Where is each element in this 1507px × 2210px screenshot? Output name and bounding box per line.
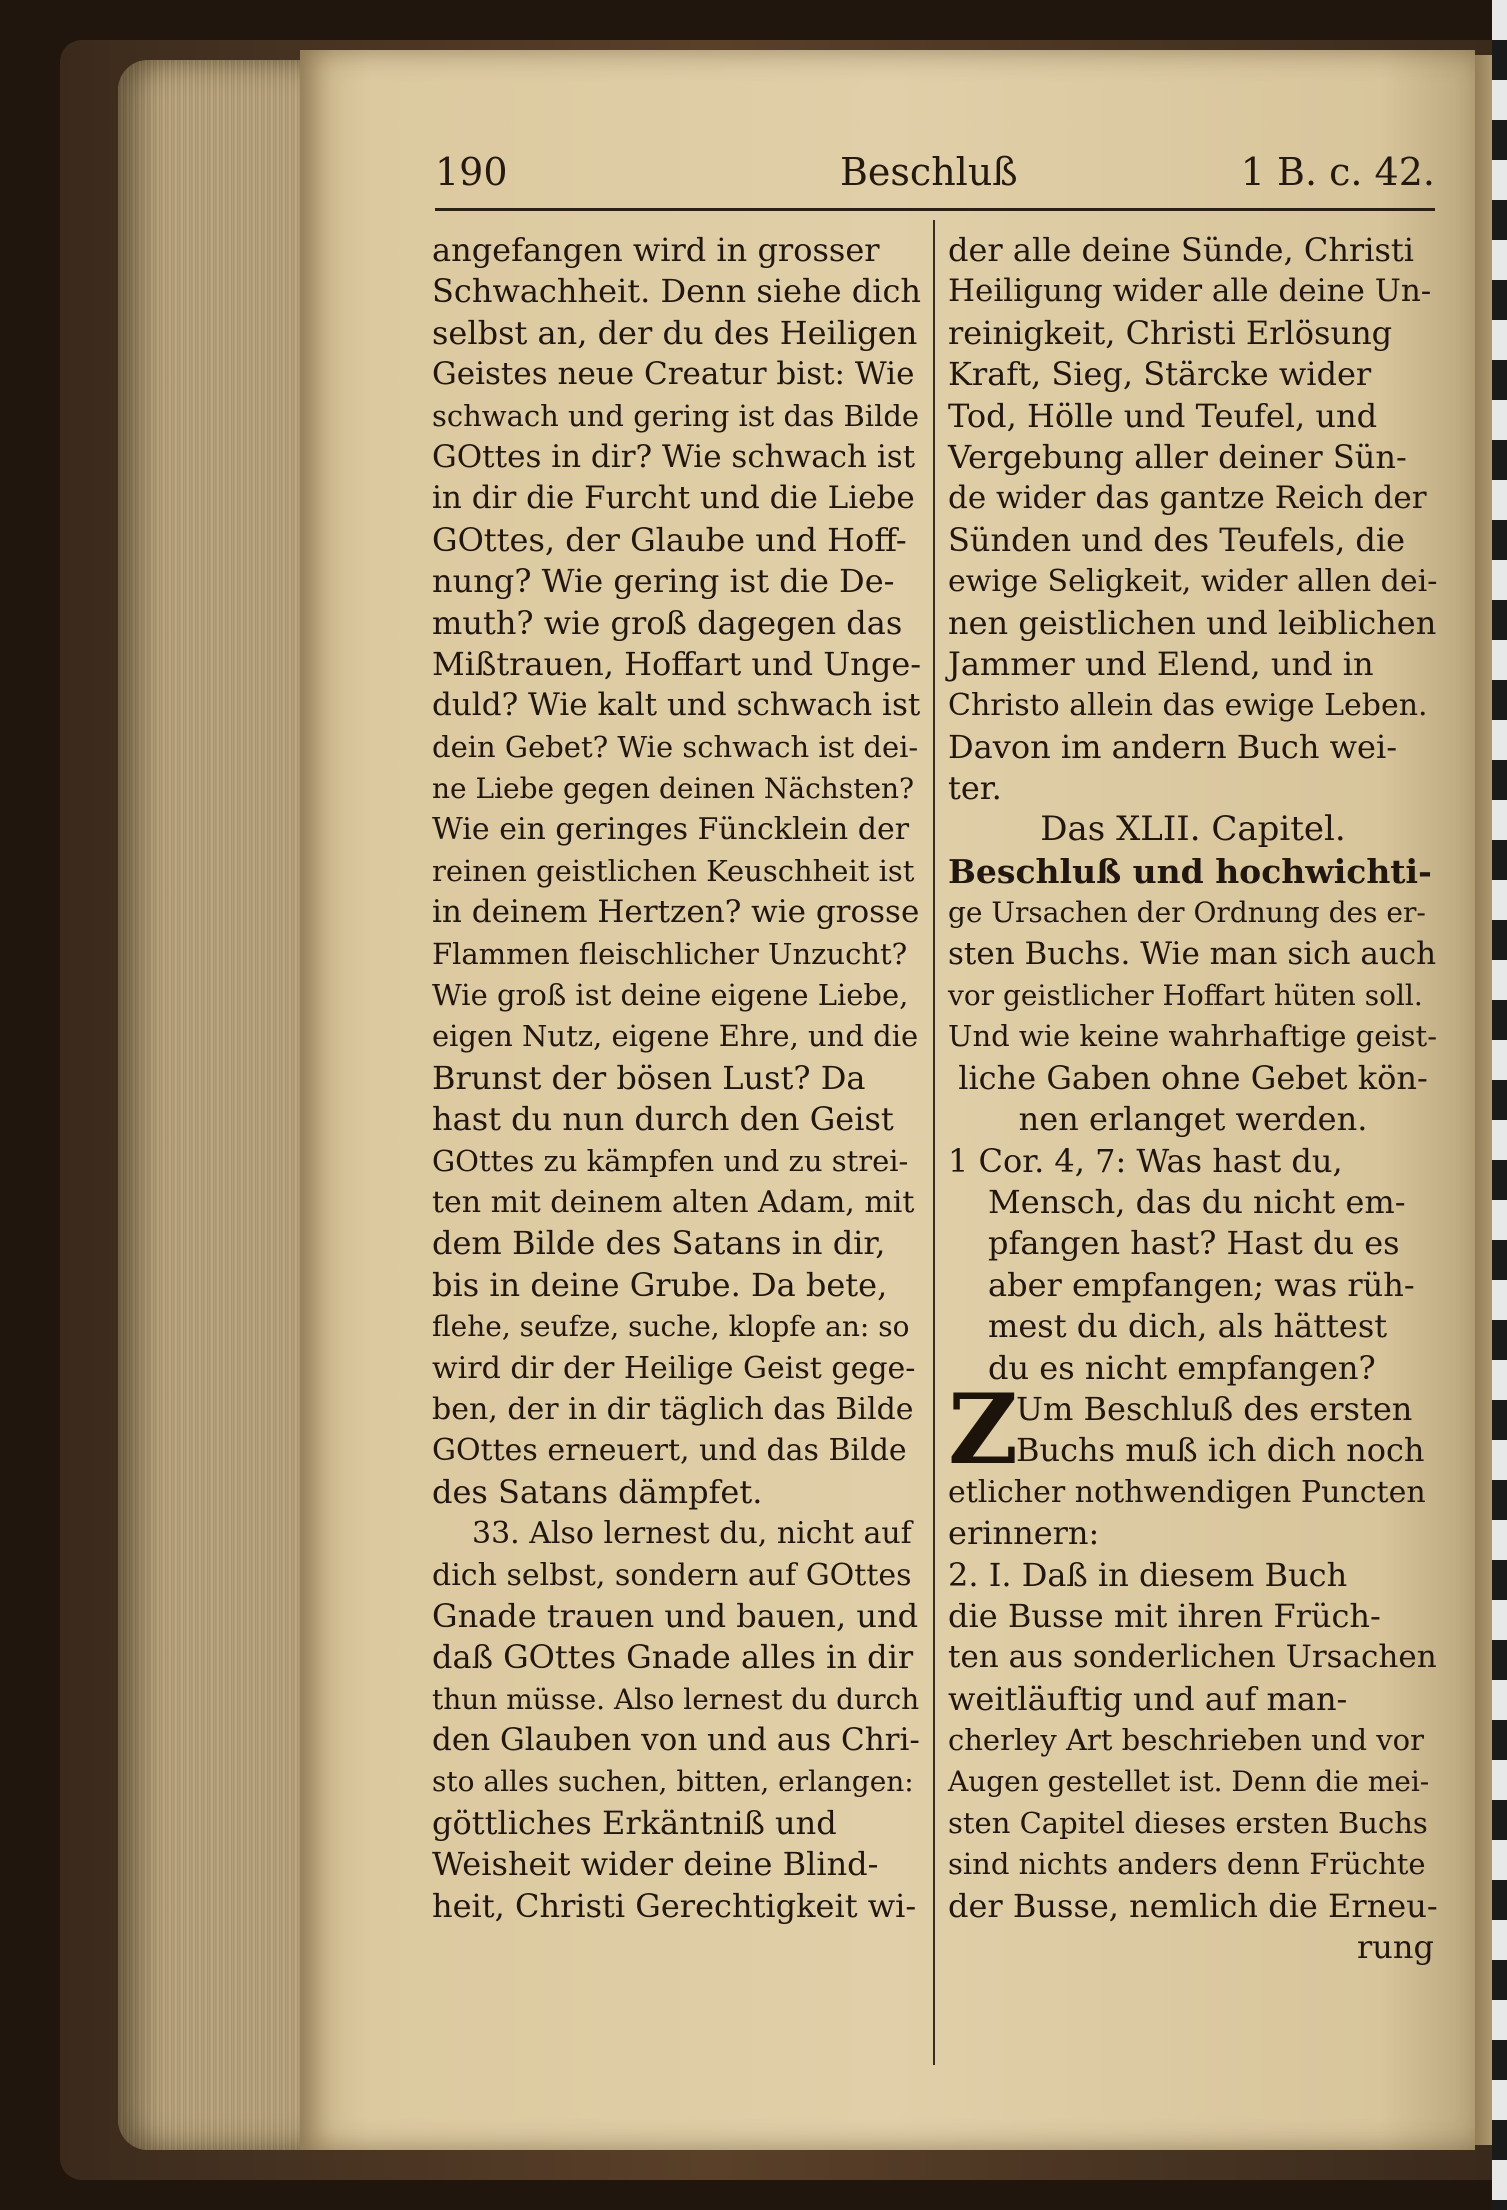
right-text-column [948, 230, 1438, 1968]
drop-cap: Z [948, 1372, 1019, 1486]
text-line: der Busse, nemlich die Erneu- [948, 1886, 1438, 1925]
text-line: ne Liebe gegen deinen Nächsten? [432, 772, 915, 806]
chapter-title [948, 851, 1438, 1141]
text-line: reinen geistlichen Keuschheit ist [432, 853, 915, 888]
text-line: wird dir der Heilige Geist gege- [432, 1350, 916, 1386]
text-line: Heiligung wider alle deine Un- [948, 273, 1432, 310]
text-line: Wie ein geringes Füncklein der [432, 812, 910, 848]
text-line: schwach und gering ist das Bilde [432, 398, 920, 433]
header-rule [435, 208, 1435, 211]
text-line: duld? Wie kalt und schwach ist [432, 687, 921, 724]
text-line: sto alles suchen, bitten, erlangen: [432, 1765, 914, 1799]
text-line: Kraft, Sieg, Stärcke wider [948, 355, 1372, 394]
motto-line: du es nicht empfangen? [988, 1348, 1376, 1387]
text-line: Schwachheit. Denn siehe dich [432, 272, 921, 311]
text-line: in deinem Hertzen? wie grosse [432, 894, 920, 931]
left-text-column [432, 230, 922, 1927]
text-line: flehe, seufze, suche, klopfe an: so [432, 1310, 910, 1344]
catchword: rung [1357, 1928, 1434, 1967]
text-line: cherley Art beschrieben und vor [948, 1723, 1424, 1758]
text-line: ewige Seligkeit, wider allen dei- [948, 564, 1438, 600]
text-line: reinigkeit, Christi Erlösung [948, 313, 1393, 352]
motto-line: 1 Cor. 4, 7: Was hast du, [948, 1141, 1343, 1180]
page-number: 190 [435, 150, 508, 194]
text-line: in dir die Furcht und die Liebe [432, 480, 915, 517]
text-line: ten mit deinem alten Adam, mit [432, 1184, 915, 1220]
text-line: Sünden und des Teufels, die [948, 520, 1406, 559]
text-line: Buchs muß ich dich noch [1016, 1431, 1425, 1470]
right-column-continuation [948, 230, 1438, 809]
text-line: ben, der in dir täglich das Bilde [432, 1391, 914, 1427]
motto-line: pfangen hast? Hast du es [988, 1224, 1400, 1263]
text-line: Gnade trauen und bauen, und [432, 1596, 919, 1635]
page-header [435, 150, 1435, 210]
text-line: GOttes erneuert, und das Bilde [432, 1433, 907, 1469]
text-line: ter. [948, 769, 1002, 808]
text-line: GOttes, der Glaube und Hoff- [432, 520, 907, 559]
text-line: Brunst der bösen Lust? Da [432, 1058, 866, 1097]
text-line: weitläuftig und auf man- [948, 1679, 1348, 1718]
text-line: göttliches Erkäntniß und [432, 1803, 837, 1842]
text-line: ten aus sonderlichen Ursachen [948, 1639, 1437, 1676]
chapter-title-line: nen erlanget werden. [1018, 1100, 1368, 1139]
chapter-number-heading: Das XLII. Capitel. [1040, 809, 1346, 850]
column-divider [933, 220, 935, 2065]
chapter-motto [948, 1141, 1438, 1389]
text-line: Wie groß ist deine eigene Liebe, [432, 978, 909, 1013]
text-line: hast du nun durch den Geist [432, 1100, 894, 1139]
text-line: GOttes zu kämpfen und zu strei- [432, 1143, 909, 1178]
chapter-title-line: Und wie keine wahrhaftige geist- [948, 1019, 1438, 1054]
text-line: Davon im andern Buch wei- [948, 727, 1397, 766]
chapter-body-opening [948, 1372, 1438, 1927]
text-line: Flammen fleischlicher Unzucht? [432, 936, 908, 971]
text-line: GOttes in dir? Wie schwach ist [432, 438, 916, 475]
page-edges [118, 60, 318, 2150]
motto-line: Mensch, das du nicht em- [988, 1182, 1406, 1221]
text-line: sten Capitel dieses ersten Buchs [948, 1805, 1428, 1840]
chapter-body [948, 1372, 1438, 1927]
text-line: Um Beschluß des ersten [1016, 1389, 1413, 1428]
text-line: thun müsse. Also lernest du durch [432, 1682, 920, 1716]
text-line: die Busse mit ihren Früch- [948, 1596, 1381, 1635]
chapter-reference: 1 B. c. 42. [1240, 150, 1435, 194]
text-line: 33. Also lernest du, nicht auf [472, 1516, 912, 1552]
text-line: des Satans dämpfet. [432, 1472, 763, 1511]
text-line: Augen gestellet ist. Denn die mei- [948, 1765, 1430, 1799]
text-line: muth? wie groß dagegen das [432, 603, 903, 642]
text-line: Mißtrauen, Hoffart und Unge- [432, 644, 922, 683]
chapter-title-line: Beschluß und hochwichti- [948, 851, 1432, 891]
chapter-title-line: liche Gaben ohne Gebet kön- [958, 1058, 1428, 1097]
text-line: de wider das gantze Reich der [948, 480, 1427, 517]
text-line: der alle deine Sünde, Christi [948, 231, 1414, 269]
running-title: Beschluß [840, 150, 1018, 194]
text-line: dich selbst, sondern auf GOttes [432, 1557, 912, 1593]
text-line: heit, Christi Gerechtigkeit wi- [432, 1886, 917, 1925]
text-line: Tod, Hölle und Teufel, und [948, 396, 1378, 435]
motto-line: aber empfangen; was rüh- [988, 1265, 1415, 1304]
text-line: Geistes neue Creatur bist: Wie [432, 356, 915, 393]
text-line: Christo allein das ewige Leben. [948, 688, 1428, 724]
text-line: 2. I. Daß in diesem Buch [948, 1555, 1348, 1594]
text-line: daß GOttes Gnade alles in dir [432, 1638, 914, 1677]
color-scale-bar [1492, 0, 1507, 2210]
chapter-title-line: vor geistlicher Hoffart hüten soll. [948, 979, 1423, 1013]
text-line: bis in deine Grube. Da bete, [432, 1265, 888, 1304]
text-line: nung? Wie gering ist die De- [432, 562, 895, 601]
text-line: selbst an, der du des Heiligen [432, 313, 918, 352]
text-line: etlicher nothwendigen Puncten [948, 1474, 1426, 1510]
text-line: nen geistlichen und leiblichen [948, 603, 1437, 642]
text-line: Weisheit wider deine Blind- [432, 1845, 879, 1884]
text-line: dem Bilde des Satans in dir, [432, 1224, 886, 1263]
motto-line: mest du dich, als hättest [988, 1307, 1388, 1346]
text-line: sind nichts anders denn Früchte [948, 1847, 1426, 1882]
text-line: eigen Nutz, eigene Ehre, und die [432, 1019, 919, 1054]
text-line: Jammer und Elend, und in [948, 644, 1374, 683]
text-line: angefangen wird in grosser [432, 231, 880, 269]
chapter-title-line: ge Ursachen der Ordnung des er- [948, 896, 1426, 930]
chapter-title-line: sten Buchs. Wie man sich auch [948, 935, 1437, 972]
text-line: den Glauben von und aus Chri- [432, 1722, 920, 1759]
text-line: Vergebung aller deiner Sün- [948, 437, 1407, 476]
text-line: erinnern: [948, 1514, 1100, 1553]
text-line: dein Gebet? Wie schwach ist dei- [432, 729, 919, 764]
